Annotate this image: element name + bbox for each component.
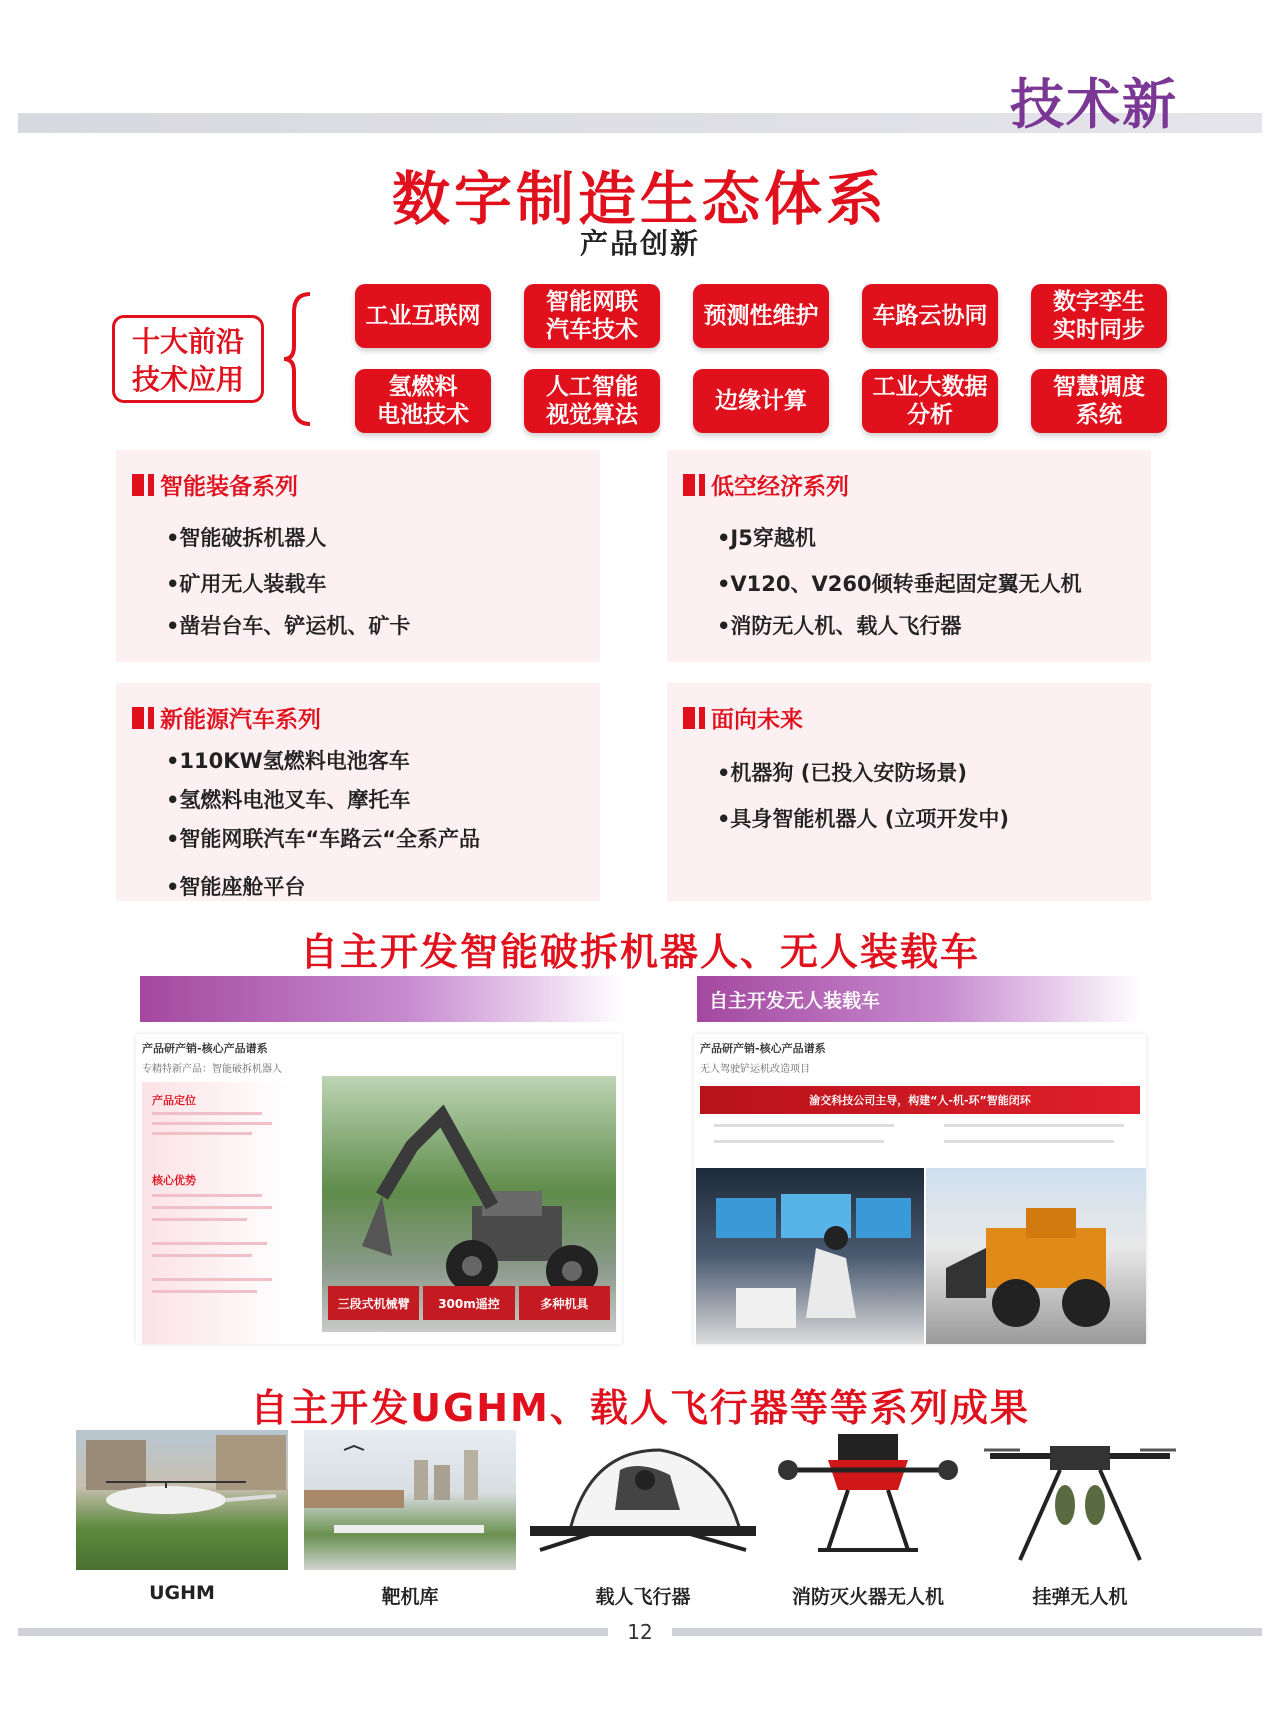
tech-pill: 数字孪生 实时同步	[1031, 284, 1167, 348]
list-item: •矿用无人装载车	[166, 572, 327, 596]
slide-subtitle: 无人驾驶铲运机改造项目	[700, 1064, 810, 1075]
brace-icon	[280, 290, 318, 428]
control-room-photo	[696, 1168, 924, 1344]
section-title-robots: 自主开发智能破拆机器人、无人装载车	[299, 930, 980, 974]
list-item: •110KW氢燃料电池客车	[166, 749, 410, 773]
slide-subtitle: 专精特新产品：智能破拆机器人	[142, 1064, 282, 1075]
robot-photo	[322, 1076, 616, 1332]
list-item: •凿岩台车、铲运机、矿卡	[166, 614, 411, 638]
panel-heading: 新能源汽车系列	[132, 701, 321, 734]
slide-text-column	[142, 1082, 292, 1344]
list-item: •智能座舱平台	[166, 875, 306, 899]
tag: 多种机具	[519, 1286, 610, 1320]
target-drone-hangar-photo	[304, 1430, 516, 1570]
hangar-icon	[304, 1430, 516, 1570]
footer-divider-right	[672, 1628, 1262, 1636]
slide-band-left	[140, 976, 625, 1022]
bomb-drone-photo	[980, 1430, 1180, 1570]
tech-pill: 工业互联网	[355, 284, 491, 348]
tag: 三段式机械臂	[328, 1286, 419, 1320]
panel-heading: 面向未来	[683, 701, 803, 734]
list-item: •智能破拆机器人	[166, 526, 327, 550]
slide-demolition-robot	[136, 1034, 622, 1344]
slide-title: 产品研产销-核心产品谱系	[142, 1042, 268, 1055]
list-item: •具身智能机器人 (立项开发中)	[717, 807, 1009, 831]
page-subtitle: 产品创新	[579, 227, 700, 260]
panel-low-altitude	[667, 450, 1151, 662]
tech-pill: 智能网联 汽车技术	[524, 284, 660, 348]
list-item: •机器狗 (已投入安防场景)	[717, 761, 967, 785]
block-heading: 产品定位	[152, 1094, 196, 1107]
manned-aircraft-icon	[530, 1430, 756, 1570]
loader-photo	[926, 1168, 1146, 1344]
gallery-caption: 载人飞行器	[595, 1586, 691, 1608]
firefighting-drone-photo	[768, 1430, 968, 1570]
tech-pill: 人工智能 视觉算法	[524, 369, 660, 433]
gallery-caption: UGHM	[149, 1582, 215, 1604]
tech-pill: 车路云协同	[862, 284, 998, 348]
list-item: •氢燃料电池叉车、摩托车	[166, 788, 411, 812]
page-title: 数字制造生态体系	[391, 165, 888, 233]
gallery-caption: 挂弹无人机	[1032, 1586, 1128, 1608]
panel-future	[667, 683, 1151, 901]
tech-pill: 边缘计算	[693, 369, 829, 433]
panel-smart-equipment	[116, 450, 600, 662]
manned-aircraft-photo	[530, 1430, 756, 1570]
slide-title: 产品研产销-核心产品谱系	[700, 1042, 826, 1055]
panel-new-energy	[116, 683, 600, 901]
mining-loader-icon	[926, 1168, 1146, 1344]
panel-heading: 智能装备系列	[132, 468, 298, 501]
tech-pill: 工业大数据 分析	[862, 369, 998, 433]
ughm-helicopter-icon	[76, 1430, 288, 1570]
gallery-caption: 消防灭火器无人机	[791, 1586, 944, 1608]
gallery-caption: 靶机库	[381, 1586, 439, 1608]
tech-pill: 智慧调度 系统	[1031, 369, 1167, 433]
list-item: •J5穿越机	[717, 526, 816, 550]
ten-apps-label	[112, 315, 264, 403]
ten-apps-label-line1: 十大前沿	[131, 325, 244, 358]
footer-divider-left	[18, 1628, 608, 1636]
page-number: 12	[627, 1620, 653, 1644]
block-heading: 核心优势	[152, 1174, 196, 1187]
bomb-drone-icon	[980, 1430, 1180, 1570]
list-item: •智能网联汽车“车路云“全系产品	[166, 827, 481, 851]
panel-heading: 低空经济系列	[683, 468, 849, 501]
slide-red-banner: 渝交科技公司主导，构建“人-机-环”智能闭环	[700, 1086, 1140, 1114]
firefighting-drone-icon	[768, 1430, 968, 1570]
ten-apps-label-line2: 技术应用	[131, 363, 244, 396]
list-item: •V120、V260倾转垂起固定翼无人机	[717, 572, 1082, 596]
remote-cockpit-icon	[696, 1168, 924, 1344]
tech-pill: 氢燃料 电池技术	[355, 369, 491, 433]
slide-band-right	[697, 976, 1142, 1022]
band-label: 自主开发无人装载车	[709, 990, 881, 1012]
section-title-aircraft: 自主开发UGHM、载人飞行器等等系列成果	[250, 1386, 1030, 1430]
list-item: •消防无人机、载人飞行器	[717, 614, 962, 638]
section-tag: 技术新	[1010, 73, 1178, 136]
slide-unmanned-loader	[694, 1034, 1146, 1344]
tag: 300m遥控	[423, 1286, 514, 1320]
ughm-photo	[76, 1430, 288, 1570]
tech-pill: 预测性维护	[693, 284, 829, 348]
